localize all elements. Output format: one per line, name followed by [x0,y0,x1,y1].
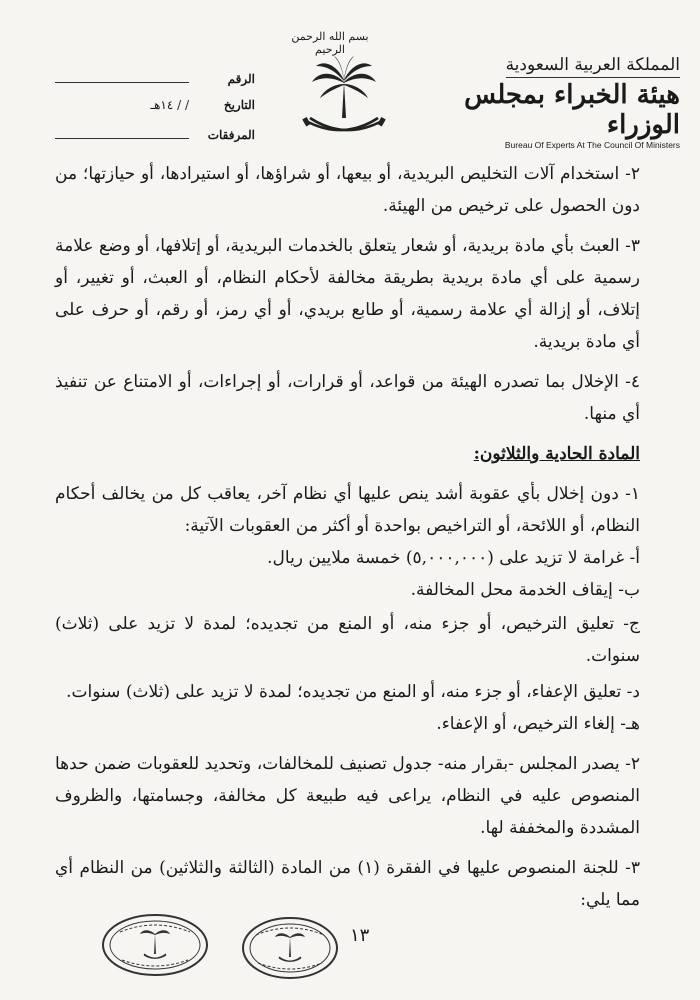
date-value: / / ١٤هـ [150,98,189,112]
clause-3: ٣- العبث بأي مادة بريدية، أو شعار يتعلق بالخدمات البريدية، أو إتلافها، أو وضع علامة رسمية على أي مادة بريدية بطريقة مخالفة لأحكام النظام، أو العبث، أو تغيير، أو إتلاف، أو إزالة أي علامة رسمية، أو طابع بريدي، أو أي رمز، أو رقم، أو حرف على أي مادة بريدية. [55,236,640,352]
official-stamp-left [100,912,210,978]
penalty-c: ج- تعليق الترخيص، أو جزء منه، أو المنع من تجديده؛ لمدة لا تزيد على (ثلاث) سنوات. [55,614,640,666]
saudi-emblem-icon [298,52,390,144]
page-number: ١٣ [350,925,370,946]
ref-line [55,70,189,83]
kingdom-name: المملكة العربية السعودية [506,55,680,78]
penalty-d: د- تعليق الإعفاء، أو جزء منه، أو المنع من تجديده؛ لمدة لا تزيد على (ثلاث) سنوات. [66,682,640,702]
clause-2: ٢- استخدام آلات التخليص البريدية، أو بيعها، أو شراؤها، أو استيرادها، أو حيازتها؛ من دون الحصول على ترخيص من الهيئة. [55,164,640,216]
bureau-name-arabic: هيئة الخبراء بمجلس الوزراء [464,80,680,140]
article-para-1: ١- دون إخلال بأي عقوبة أشد ينص عليها أي نظام آخر، يعاقب كل من يخالف أحكام النظام، أو اللائحة، أو التراخيص بواحدة أو أكثر من العقوبات الآتية: [55,484,640,536]
attachments-line [55,126,189,139]
penalty-b: ب- إيقاف الخدمة محل المخالفة. [410,580,640,600]
ref-row [55,70,255,98]
date-row [55,98,255,126]
attachments-label: المرفقات [207,128,255,142]
article-para-3: ٣- للجنة المنصوص عليها في الفقرة (١) من المادة (الثالثة والثلاثين) من النظام أي مما يلي: [55,858,640,910]
clause-4: ٤- الإخلال بما تصدره الهيئة من قواعد، أو قرارات، أو إجراءات، أو الامتناع عن تنفيذ أي منها. [55,372,640,424]
basmala: بسم الله الرحمن الرحيم [291,30,369,56]
penalty-a: أ- غرامة لا تزيد على (٥,٠٠٠,٠٠٠) خمسة ملايين ريال. [267,548,640,568]
reference-block [55,70,255,154]
ref-label: الرقم [227,72,255,86]
document-body [55,158,640,924]
penalty-h: هـ- إلغاء الترخيص، أو الإعفاء. [436,714,640,734]
attachments-row [55,126,255,154]
official-stamp-right [240,915,340,981]
institution-header [450,55,680,150]
article-title: المادة الحادية والثلاثون: [473,444,640,464]
bureau-name-english: Bureau Of Experts At The Council Of Ministers [504,140,680,150]
date-label: التاريخ [223,98,255,112]
article-para-2: ٢- يصدر المجلس -بقرار منه- جدول تصنيف للمخالفات، وتحديد للعقوبات ضمن حدها المنصوص عليه في النظام، يراعى فيه طبيعة كل مخالفة، وجسامتها، والظروف المشددة والمخففة لها. [55,754,640,838]
